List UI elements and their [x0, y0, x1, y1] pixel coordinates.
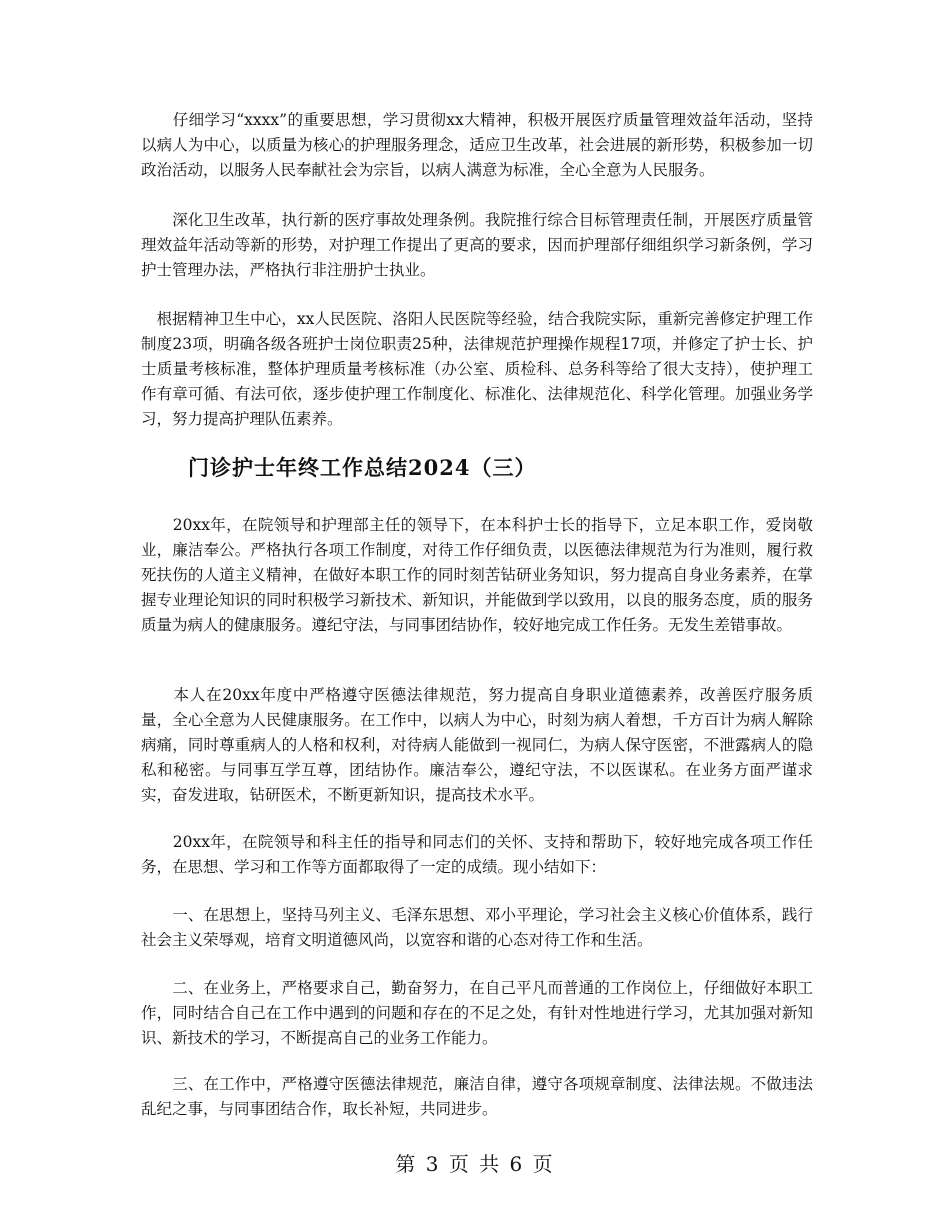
page-number-footer: 第 3 页 共 6 页 [395, 1152, 555, 1176]
section-heading: 门诊护士年终工作总结2024（三） [188, 455, 537, 480]
paragraph-achievements: 20xx年，在院领导和科主任的指导和同志们的关怀、支持和帮助下，较好地完成各项工作任务，在思想、学习和工作等方面都取得了一定的成绩。现小结如下： [141, 833, 813, 876]
paragraph-point-business: 二、在业务上，严格要求自己，勤奋努力，在自己平凡而普通的工作岗位上，仔细做好本职工作，同时结合自己在工作中遇到的问题和存在的不足之处，有针对性地进行学习，尤其加强对新知识、新技术的学习，不断提高自己的业务工作能力。 [141, 979, 813, 1047]
paragraph-health-reform: 深化卫生改革，执行新的医疗事故处理条例。我院推行综合目标管理责任制，开展医疗质量管理效益年活动等新的形势，对护理工作提出了更高的要求，因而护理部仔细组织学习新条例，学习护士管理办法，严格执行非注册护士执业。 [141, 211, 813, 279]
paragraph-point-work: 三、在工作中，严格遵守医德法律规范，廉洁自律，遵守各项规章制度、法律法规。不做违法乱纪之事，与同事团结合作，取长补短，共同进步。 [141, 1075, 813, 1118]
paragraph-year-summary: 20xx年，在院领导和护理部主任的领导下，在本科护士长的指导下，立足本职工作，爱岗敬业，廉洁奉公。严格执行各项工作制度，对待工作仔细负责，以医德法律规范为行为准则，履行救死扶伤的人道主义精神，在做好本职工作的同时刻苦钻研业务知识，努力提高自身业务素养，在掌握专业理论知识的同时积极学习新技术、新知识，并能做到学以致用，以良的服务态度，质的服务质量为病人的健康服务。遵纪守法，与同事团结协作，较好地完成工作任务。无发生差错事故。 [141, 516, 813, 634]
paragraph-point-thought: 一、在思想上，坚持马列主义、毛泽东思想、邓小平理论，学习社会主义核心价值体系，践行社会主义荣辱观，培育文明道德风尚，以宽容和谐的心态对待工作和生活。 [141, 906, 813, 949]
paragraph-medical-ethics: 本人在20xx年度中严格遵守医德法律规范，努力提高自身职业道德素养，改善医疗服务质量，全心全意为人民健康服务。在工作中，以病人为中心，时刻为病人着想，千方百计为病人解除病痛，同时尊重病人的人格和权利，对待病人能做到一视同仁，为病人保守医密，不泄露病人的隐私和秘密。与同事互学互尊，团结协作。廉洁奉公，遵纪守法，不以医谋私。在业务方面严谨求实，奋发进取，钻研医术，不断更新知识，提高技术水平。 [141, 686, 813, 804]
paragraph-study-thought: 仔细学习“xxxx”的重要思想，学习贯彻xx大精神，积极开展医疗质量管理效益年活动，坚持以病人为中心，以质量为核心的护理服务理念，适应卫生改革，社会进展的新形势，积极参加一切政治活动，以服务人民奉献社会为宗旨，以病人满意为标准，全心全意为人民服务。 [141, 111, 813, 179]
paragraph-nursing-system: 根据精神卫生中心，xx人民医院、洛阳人民医院等经验，结合我院实际，重新完善修定护理工作制度23项，明确各级各班护士岗位职责25种，法律规范护理操作规程17项，并修定了护士长、护士质量考核标准，整体护理质量考核标准（办公室、质检科、总务科等给了很大支持），使护理工作有章可循、有法可依，逐步使护理工作制度化、标准化、法律规范化、科学化管理。加强业务学习，努力提高护理队伍素养。 [141, 310, 813, 428]
